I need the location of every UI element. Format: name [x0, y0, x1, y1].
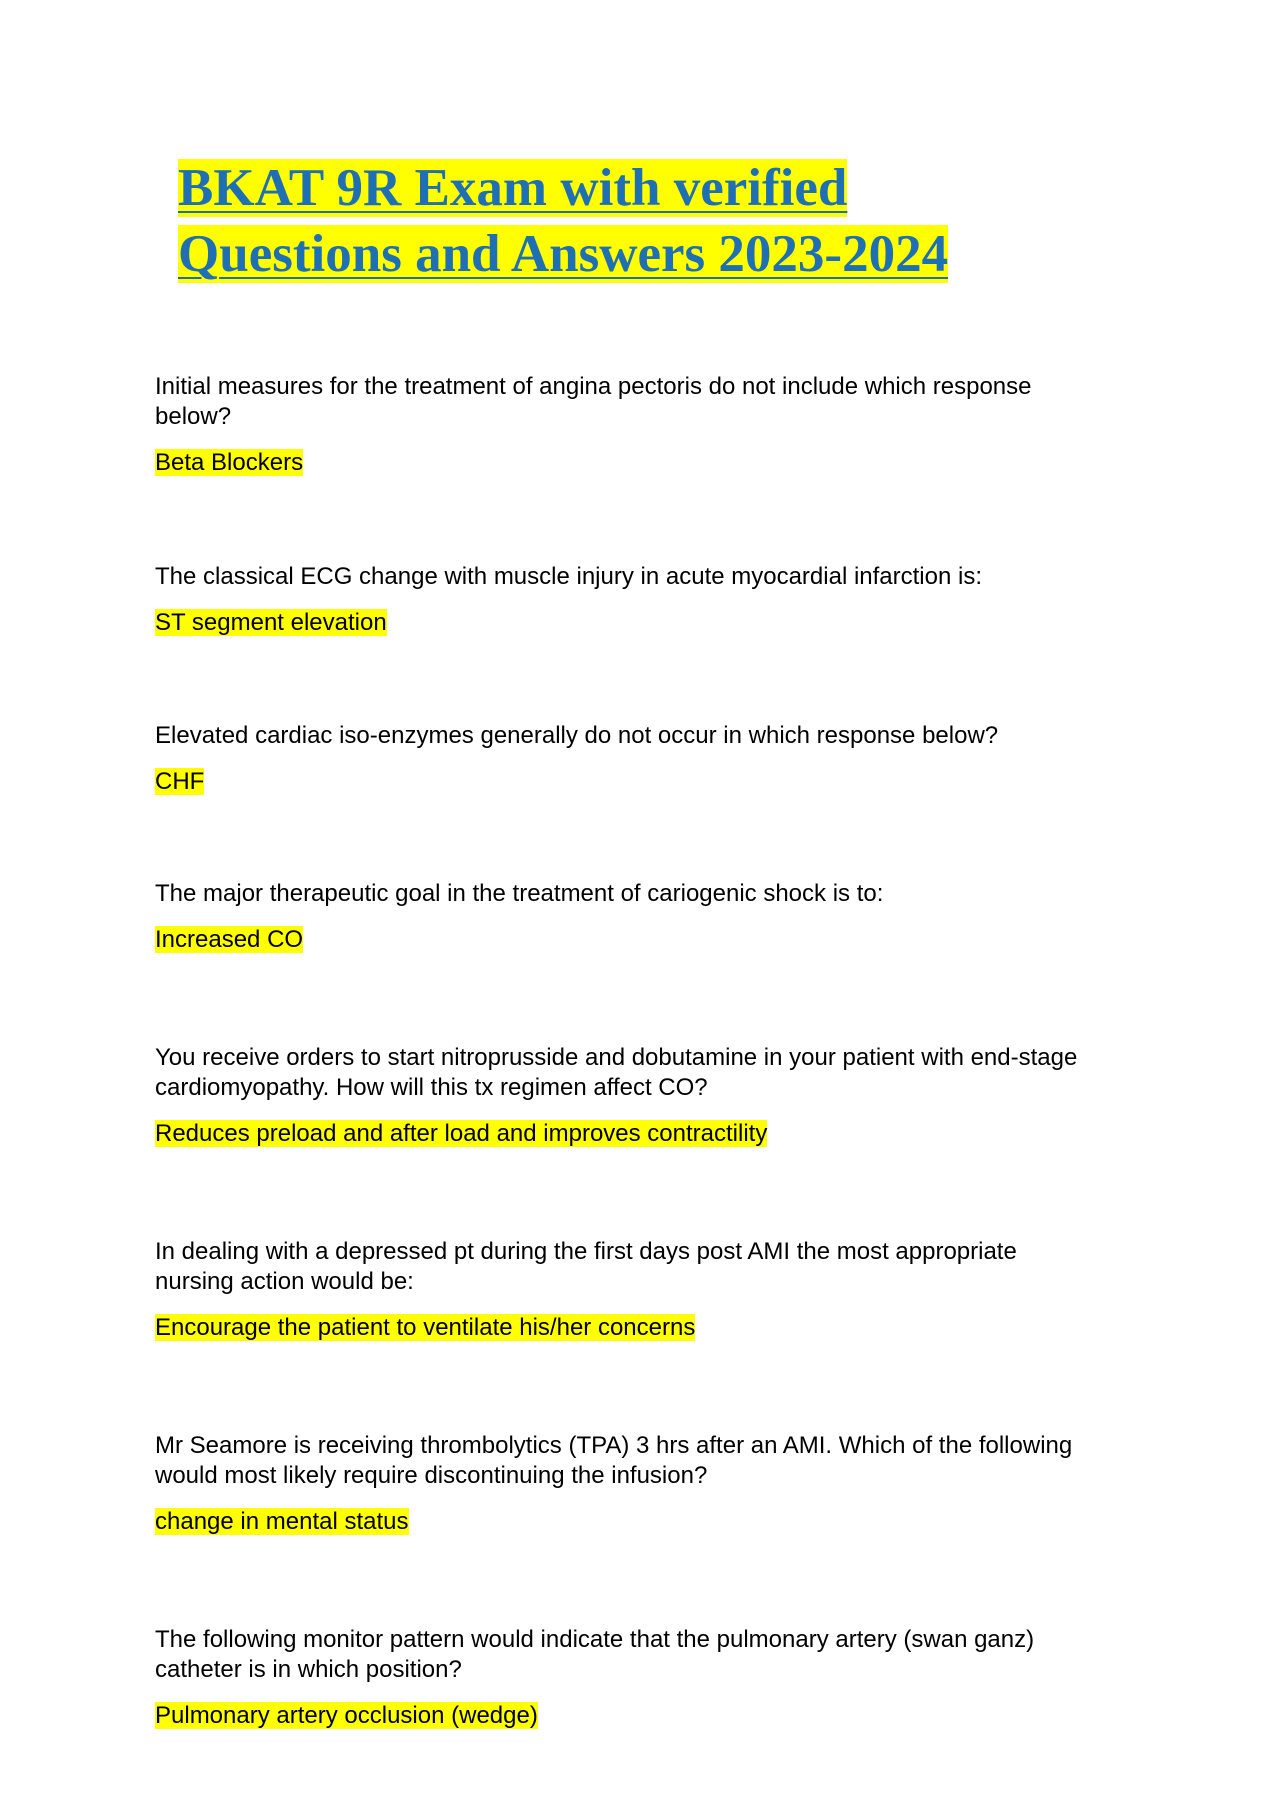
answer-4-text: Increased CO — [155, 926, 304, 953]
answer-5-text: Reduces preload and after load and improves contractility — [155, 1120, 768, 1147]
answer-6 — [155, 1313, 1085, 1343]
answer-8-text: Pulmonary artery occlusion (wedge) — [155, 1702, 538, 1729]
answer-7 — [155, 1507, 1085, 1537]
answer-7-text: change in mental status — [155, 1508, 409, 1535]
qa-item-2 — [155, 562, 1085, 638]
answer-2-text: ST segment elevation — [155, 609, 387, 636]
answer-3 — [155, 767, 1085, 797]
answer-6-text: Encourage the patient to ventilate his/her concerns — [155, 1314, 696, 1341]
answer-4 — [155, 925, 1085, 955]
answer-3-text: CHF — [155, 768, 205, 795]
question-2: The classical ECG change with muscle injury in acute myocardial infarction is: — [155, 563, 983, 590]
title-line-1: BKAT 9R Exam with verified — [178, 159, 848, 217]
qa-item-3 — [155, 721, 1085, 797]
answer-8 — [155, 1701, 1085, 1731]
document-title — [178, 155, 1038, 287]
qa-item-5 — [155, 1043, 1085, 1149]
question-1: Initial measures for the treatment of angina pectoris do not include which response below? — [155, 373, 1032, 430]
title-line-2: Questions and Answers 2023-2024 — [178, 225, 949, 283]
question-4: The major therapeutic goal in the treatment of cariogenic shock is to: — [155, 880, 884, 907]
question-8: The following monitor pattern would indicate that the pulmonary artery (swan ganz) catheter is in which position? — [155, 1626, 1035, 1683]
answer-1-text: Beta Blockers — [155, 449, 304, 476]
qa-item-4 — [155, 879, 1085, 955]
answer-5 — [155, 1119, 1085, 1149]
answer-1 — [155, 448, 1085, 478]
question-6: In dealing with a depressed pt during the first days post AMI the most appropriate nursing action would be: — [155, 1238, 1017, 1295]
qa-item-1 — [155, 372, 1085, 478]
qa-item-8 — [155, 1625, 1085, 1731]
qa-item-7 — [155, 1431, 1085, 1537]
question-7: Mr Seamore is receiving thrombolytics (TPA) 3 hrs after an AMI. Which of the following would most likely require discontinuing the infusion? — [155, 1432, 1073, 1489]
question-3: Elevated cardiac iso-enzymes generally do not occur in which response below? — [155, 722, 999, 749]
answer-2 — [155, 608, 1085, 638]
qa-item-6 — [155, 1237, 1085, 1343]
question-5: You receive orders to start nitroprusside and dobutamine in your patient with end-stage cardiomyopathy. How will this tx regimen affect CO? — [155, 1044, 1078, 1101]
